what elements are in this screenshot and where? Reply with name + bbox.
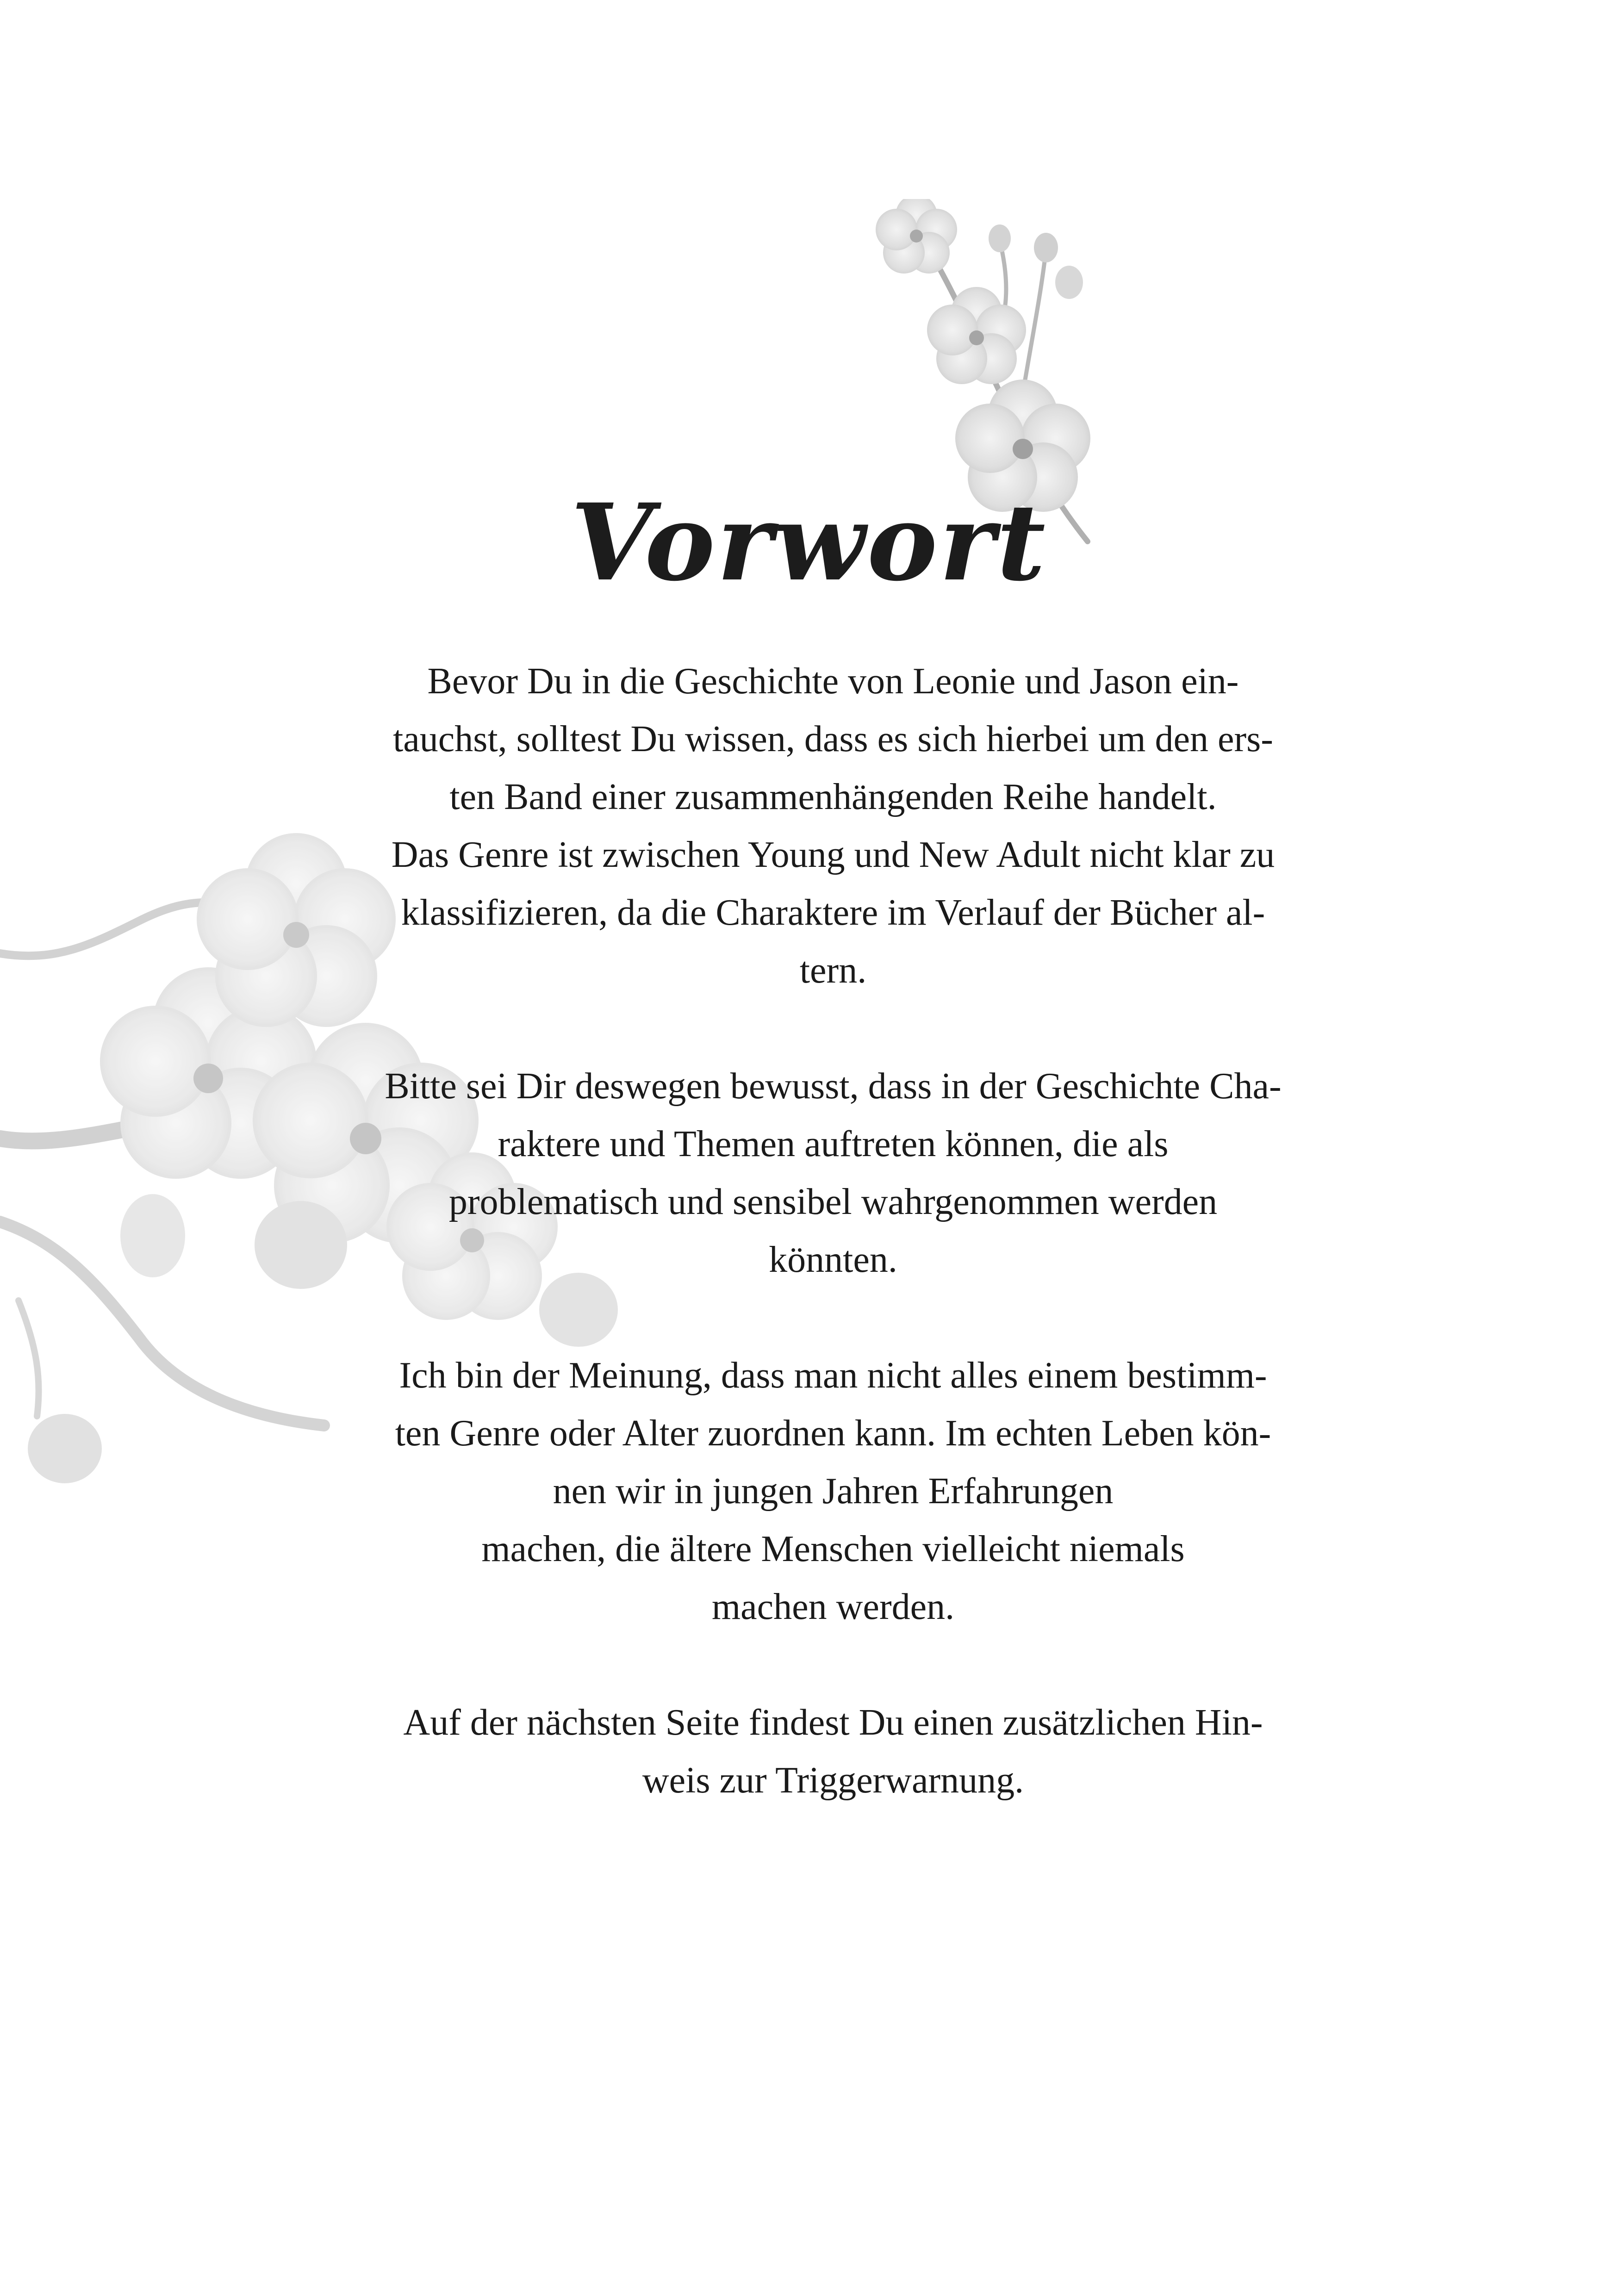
text-line: Bevor Du in die Geschichte von Leonie und Jason ein- xyxy=(427,661,1239,702)
text-line: ten Band einer zusammenhängenden Reihe handelt. xyxy=(449,777,1217,817)
paragraph-4 xyxy=(296,1694,1370,1810)
text-line: Das Genre ist zwischen Young und New Adult nicht klar zu xyxy=(391,834,1275,875)
text-line: weis zur Triggerwarnung. xyxy=(642,1760,1024,1801)
text-line: machen werden. xyxy=(711,1587,955,1627)
text-line: problematisch und sensibel wahrgenommen werden xyxy=(448,1182,1218,1222)
text-line: nen wir in jungen Jahren Erfahrungen xyxy=(553,1471,1114,1512)
text-line: Ich bin der Meinung, dass man nicht alles einem bestimm- xyxy=(399,1355,1267,1396)
text-line: tern. xyxy=(799,950,867,991)
text-line: ten Genre oder Alter zuordnen kann. Im echten Leben kön- xyxy=(395,1413,1271,1454)
text-line: klassifizieren, da die Charaktere im Verlauf der Bücher al- xyxy=(401,892,1265,933)
text-line: Auf der nächsten Seite findest Du einen zusätzlichen Hin- xyxy=(403,1702,1263,1743)
text-line: raktere und Themen auftreten können, die als xyxy=(498,1124,1169,1164)
paragraph-3 xyxy=(296,1347,1370,1636)
text-line: könnten. xyxy=(769,1239,897,1280)
text-line: machen, die ältere Menschen vielleicht niemals xyxy=(481,1529,1185,1569)
text-line: Bitte sei Dir deswegen bewusst, dass in der Geschichte Cha- xyxy=(385,1066,1282,1107)
text-line: tauchst, solltest Du wissen, dass es sich hierbei um den ers- xyxy=(393,719,1273,759)
paragraph-2 xyxy=(296,1058,1370,1289)
preface-body xyxy=(296,653,1370,1867)
paragraph-1 xyxy=(296,653,1370,1000)
page-title: Vorwort xyxy=(571,480,1047,604)
